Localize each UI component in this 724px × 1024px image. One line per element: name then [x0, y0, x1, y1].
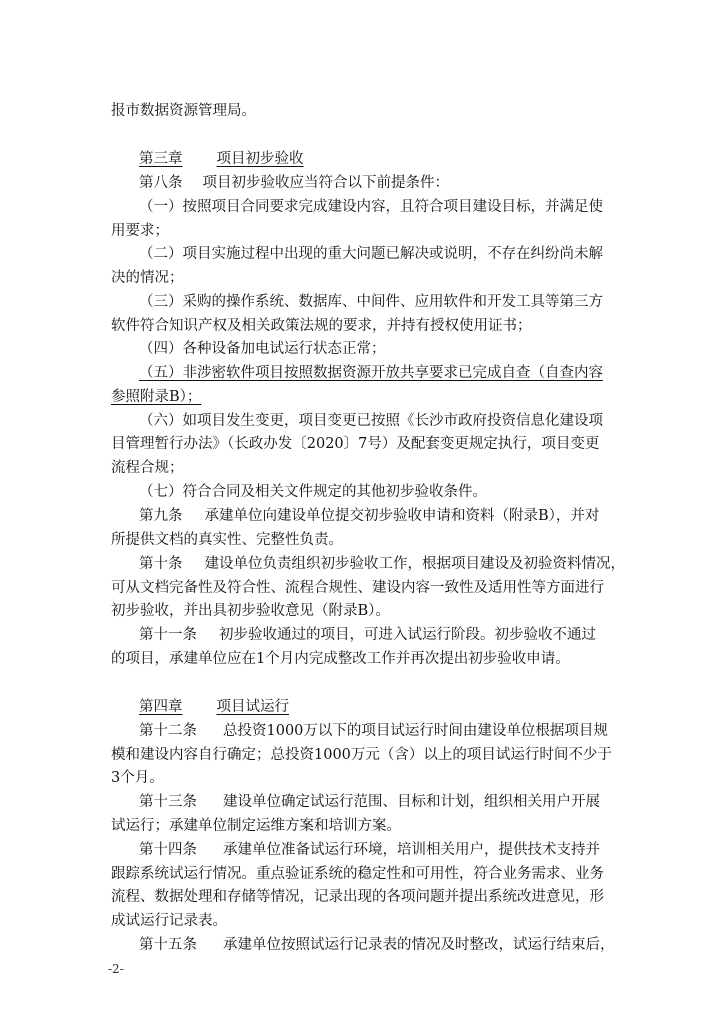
article-14-label: 第十四条: [139, 842, 197, 858]
article-13-line-2: 试运行；承建单位制定运维方案和培训方案。: [111, 818, 401, 834]
article-8-item-7: （七）符合合同及相关文件规定的其他初步验收条件。: [139, 484, 487, 500]
paragraph-continuation: 报市数据资源管理局。: [111, 103, 256, 119]
article-8-item-1-line-2: 用要求；: [111, 223, 169, 239]
article-14-line-2: 跟踪系统试运行情况。重点验证系统的稳定性和可用性，符合业务需求、业务: [111, 866, 604, 882]
article-13-label: 第十三条: [139, 794, 197, 810]
article-10-line-1: 第十条 建设单位负责组织初步验收工作，根据项目建设及初验资料情况，: [139, 556, 625, 572]
article-9-line-2: 所提供文档的真实性、完整性负责。: [111, 532, 343, 548]
article-8-item-6-line-3: 流程合规；: [111, 460, 184, 476]
article-8-text: 项目初步验收应当符合以下前提条件：: [202, 175, 449, 191]
article-13-line-1: 第十三条 建设单位确定试运行范围、目标和计划，组织相关用户开展: [139, 794, 600, 810]
chapter-4-heading: [139, 697, 289, 717]
article-11-line-2: 的项目，承建单位应在1个月内完成整改工作并再次提出初步验收申请。: [111, 651, 570, 667]
chapter-3-label: 第三章: [139, 151, 183, 167]
article-9-line-1: 第九条 承建单位向建设单位提交初步验收申请和资料（附录B），并对: [139, 508, 600, 524]
article-8-item-5-line-2: 参照附录B）；: [111, 389, 202, 405]
article-8-item-4: （四）各种设备加电试运行状态正常；: [139, 341, 386, 357]
article-8-item-5-line-1: （五）非涉密软件项目按照数据资源开放共享要求已完成自查（自查内容: [139, 365, 603, 381]
article-8-label: 第八条: [139, 175, 183, 191]
article-11-label: 第十一条: [139, 627, 197, 643]
article-11-line-1: 第十一条 初步验收通过的项目，可进入试运行阶段。初步验收不通过: [139, 627, 596, 643]
article-8-heading: [139, 173, 449, 193]
chapter-4-label: 第四章: [139, 699, 183, 715]
chapter-4-title: 项目试运行: [216, 699, 289, 715]
page-number: -2-: [108, 962, 124, 976]
article-9-label: 第九条: [139, 508, 183, 524]
article-8-item-3-line-1: （三）采购的操作系统、数据库、中间件、应用软件和开发工具等第三方: [139, 294, 603, 310]
article-8-item-6-line-1: （六）如项目发生变更，项目变更已按照《长沙市政府投资信息化建设项: [139, 413, 603, 429]
article-14-line-3: 流程、数据处理和存储等情况，记录出现的各项问题并提出系统改进意见，形: [111, 889, 604, 905]
article-10-line-2: 可从文档完备性及符合性、流程合规性、建设内容一致性及适用性等方面进行: [111, 580, 604, 596]
article-14-line-4: 成试运行记录表。: [111, 913, 227, 929]
article-10-line-3: 初步验收，并出具初步验收意见（附录B）。: [111, 603, 390, 619]
article-12-line-2: 模和建设内容自行确定；总投资1000万元（含）以上的项目试运行时间不少于: [111, 747, 612, 763]
article-12-label: 第十二条: [139, 723, 197, 739]
article-8-item-2-line-1: （二）项目实施过程中出现的重大问题已解决或说明，不存在纠纷尚未解: [139, 246, 603, 262]
article-8-item-6-line-2: 目管理暂行办法》（长政办发〔2020〕7号）及配套变更规定执行，项目变更: [111, 436, 600, 452]
article-14-line-1: 第十四条 承建单位准备试运行环境，培训相关用户，提供技术支持并: [139, 842, 600, 858]
chapter-3-title: 项目初步验收: [216, 151, 304, 167]
chapter-3-heading: [139, 149, 304, 169]
article-15-line-1: 第十五条 承建单位按照试运行记录表的情况及时整改，试运行结束后，: [139, 937, 615, 953]
article-10-label: 第十条: [139, 556, 183, 572]
article-8-item-3-line-2: 软件符合知识产权及相关政策法规的要求，并持有授权使用证书；: [111, 318, 532, 334]
article-15-label: 第十五条: [139, 937, 197, 953]
article-12-line-3: 3个月。: [111, 770, 164, 786]
article-8-item-1-line-1: （一）按照项目合同要求完成建设内容，且符合项目建设目标，并满足使: [139, 199, 603, 215]
article-8-item-2-line-2: 决的情况；: [111, 270, 184, 286]
article-12-line-1: 第十二条 总投资1000万以下的项目试运行时间由建设单位根据项目规: [139, 723, 608, 739]
